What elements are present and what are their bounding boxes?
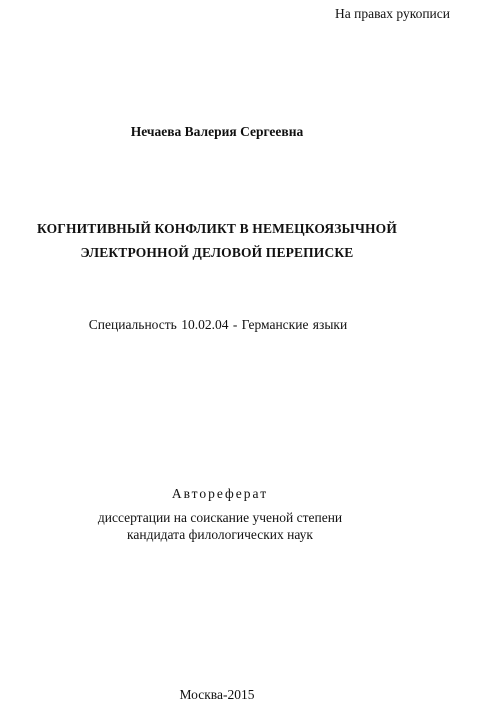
dissertation-description-line-2: кандидата филологических наук: [127, 527, 313, 542]
abstract-label: Автореферат: [171, 486, 269, 501]
title-line-2: ЭЛЕКТРОННОЙ ДЕЛОВОЙ ПЕРЕПИСКЕ: [80, 245, 354, 260]
title-line-1: КОГНИТИВНЫЙ КОНФЛИКТ В НЕМЕЦКОЯЗЫЧНОЙ: [37, 221, 397, 236]
specialty-line: Специальность 10.02.04 - Германские языки: [88, 317, 348, 332]
dissertation-description-line-1: диссертации на соискание ученой степени: [97, 510, 343, 525]
city-year: Москва-2015: [179, 687, 255, 702]
author-name: Нечаева Валерия Сергеевна: [130, 124, 304, 139]
manuscript-note: На правах рукописи: [334, 6, 450, 21]
